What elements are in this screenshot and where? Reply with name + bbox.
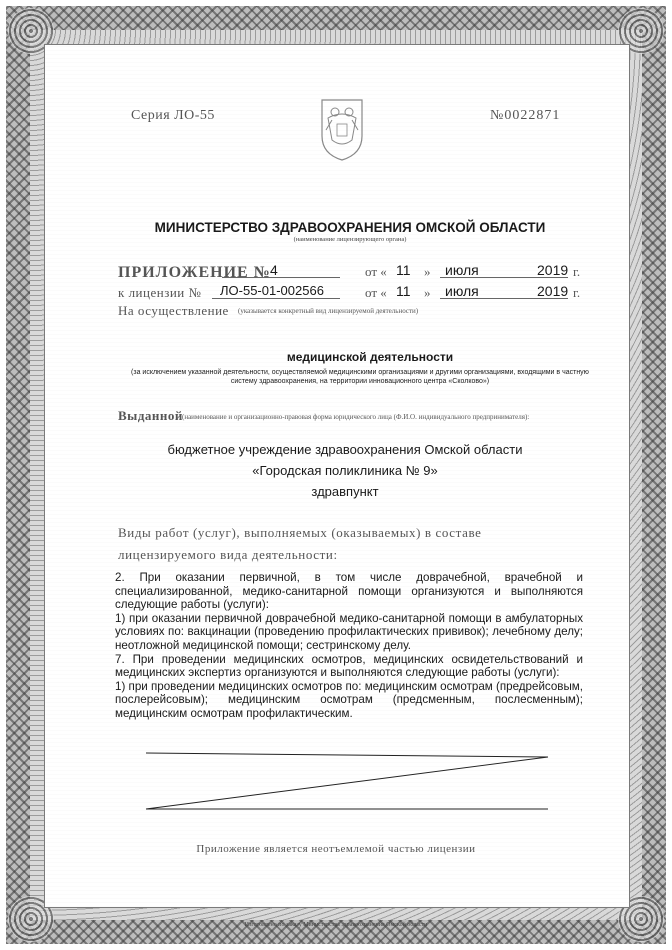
license-year-suffix: г. [573, 285, 581, 300]
appendix-label: ПРИЛОЖЕНИЕ № [118, 264, 271, 281]
license-from-label: от « [365, 285, 387, 300]
appendix-close-quote: » [424, 264, 431, 279]
organization-name: бюджетное учреждение здравоохранения Омской области [167, 442, 523, 457]
appendix-year-suffix: г. [573, 264, 581, 279]
license-number-line [212, 298, 340, 299]
footer-note: Приложение является неотъемлемой частью лицензии [196, 843, 476, 855]
works-heading-line2: лицензируемого вида деятельности: [118, 547, 338, 562]
activity-label-note: (указывается конкретный вид лицензируемой деятельности) [238, 307, 419, 315]
organization-title: «Городская поликлиника № 9» [252, 463, 438, 478]
service-section-7-item-1: 1) при проведении медицинских осмотров по: медицинским осмотрам (предрейсовым, послерейсовым); медицинским осмотрам (предсменным, послесменным); медицинским осмотрам профилактическим. [115, 679, 583, 720]
activity-note: (за исключением указанной деятельности, осуществляемой медицинскими организациями и другими организациями, входящими в частную систему здравоохранения, на территории инновационного центра «Сколково») [131, 369, 589, 386]
license-year: 2019 [537, 283, 569, 299]
activity-value: медицинской деятельности [286, 350, 454, 364]
blank-space-cancellation-mark [140, 745, 560, 815]
licensing-authority-note: (наименование лицензирующего органа) [293, 236, 407, 243]
activity-label: На осуществление [118, 303, 229, 318]
service-section-2: 2. При оказании первичной, в том числе доврачебной, врачебной и специализированной, медико-санитарной помощи организуются и выполняются следующие работы (услуги): [115, 571, 583, 612]
works-heading-line1: Виды работ (услуг), выполняемых (оказываемых) в составе [118, 525, 482, 540]
organization-unit: здравпункт [311, 484, 379, 499]
license-day: 11 [396, 283, 411, 299]
issued-to-label: Выданной [118, 408, 183, 423]
appendix-from-label: от « [365, 264, 387, 279]
license-month: июля [445, 283, 479, 299]
appendix-number-line [222, 277, 340, 278]
license-number: ЛО-55-01-002566 [220, 283, 324, 298]
appendix-day: 11 [396, 262, 411, 278]
series-label: Серия ЛО-55 [131, 108, 215, 123]
appendix-month: июля [445, 262, 479, 278]
service-section-7: 7. При проведении медицинских осмотров, медицинских освидетельствований и медицинских экспертиз организуются и выполняются следующие работы (услуги): [115, 652, 583, 680]
services-list [115, 571, 583, 721]
appendix-year: 2019 [537, 262, 569, 278]
form-number: №0022871 [490, 108, 561, 123]
printer-note: Изготовлено по заказу Министерства здравоохранения Омской области [244, 922, 428, 928]
license-close-quote: » [424, 285, 431, 300]
service-section-2-item-1: 1) при оказании первичной доврачебной медико-санитарной помощи в амбулаторных условиях по: вакцинации (проведению профилактических прививок); лечебному делу; неотложной медицинской помощи; сестринскому делу. [115, 611, 583, 652]
licensing-authority: МИНИСТЕРСТВО ЗДРАВООХРАНЕНИЯ ОМСКОЙ ОБЛАСТИ [154, 220, 546, 235]
coat-of-arms-icon [318, 96, 366, 162]
license-label: к лицензии № [118, 285, 202, 300]
appendix-number: 4 [270, 262, 278, 278]
issued-to-note: (наименование и организационно-правовая форма юридического лица (Ф.И.О. индивидуального предпринимателя): [182, 413, 530, 421]
works-heading [118, 522, 482, 566]
